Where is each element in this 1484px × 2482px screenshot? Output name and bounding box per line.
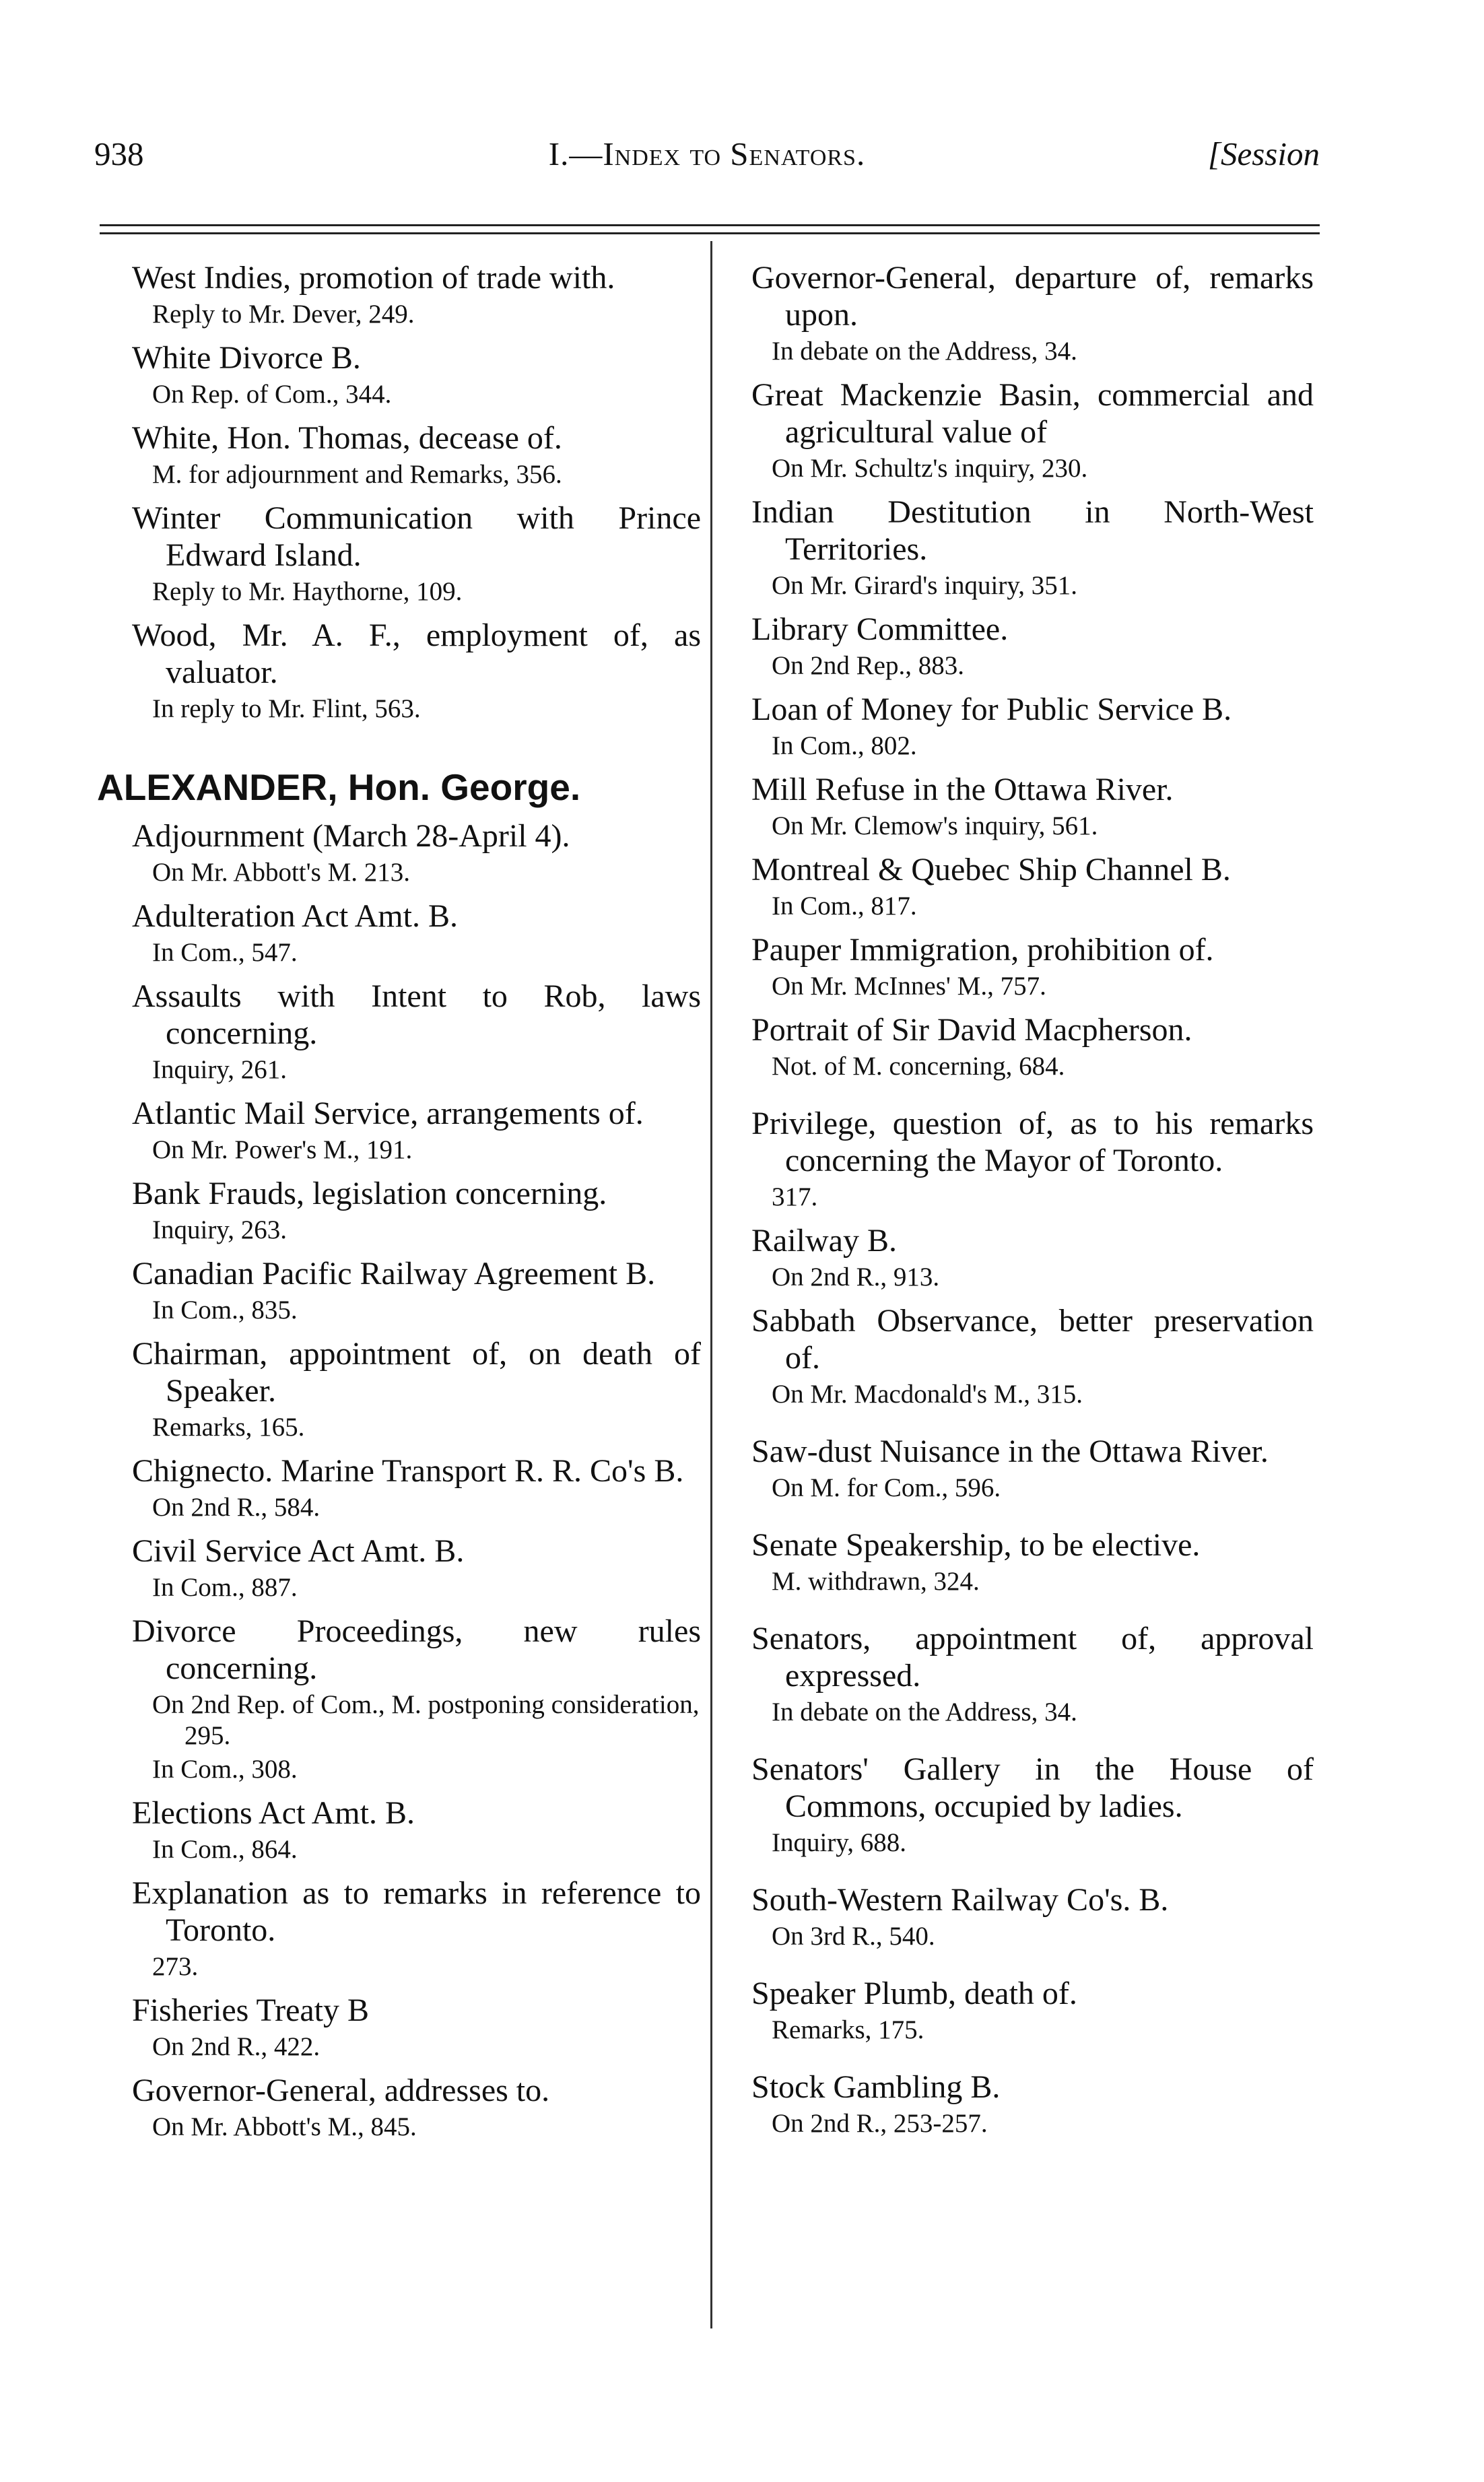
session-label: [Session [1207,135,1320,172]
entry-reference: In Com., 308. [152,1755,298,1784]
entry-title: Portrait of Sir David Macpherson. [751,1012,1192,1048]
index-entry [132,1175,701,1246]
entry-title: Wood, Mr. A. F., employment of, as valuator. [132,617,701,690]
entry-title: Pauper Immigration, prohibition of. [751,932,1214,968]
entry-title: Fisheries Treaty B [132,1992,370,2028]
entry-reference: In Com., 547. [152,938,298,967]
index-entry [132,500,701,607]
index-entry [132,617,701,725]
entry-title: Chairman, appointment of, on death of Speaker. [132,1336,701,1409]
entry-reference: In Com., 802. [772,731,917,760]
right-column [751,259,1314,2149]
entry-title: Atlantic Mail Service, arrangements of. [132,1096,644,1131]
entry-reference: On M. for Com., 596. [772,1473,1001,1502]
entry-reference: In Com., 887. [152,1573,298,1602]
entry-title: Adulteration Act Amt. B. [132,898,458,934]
entry-reference: Remarks, 165. [152,1413,305,1442]
entry-title: Great Mackenzie Basin, commercial and agricultural value of [751,377,1314,450]
entries-top-list [132,259,701,725]
index-entry [751,1527,1314,1597]
entry-reference: On Mr. Clemow's inquiry, 561. [772,811,1098,840]
entry-reference: On 2nd R., 584. [152,1493,321,1522]
senator-heading: ALEXANDER, Hon. George. [97,766,581,808]
header-rule-bottom [100,232,1320,234]
entry-reference: On Mr. Schultz's inquiry, 230. [772,454,1088,483]
index-entry [132,420,701,490]
entry-reference: On Mr. Abbott's M. 213. [152,858,410,887]
running-head [94,135,1320,189]
entry-title: Civil Service Act Amt. B. [132,1533,465,1569]
entry-reference: On 2nd R., 422. [152,2032,321,2061]
entry-title: Bank Frauds, legislation concerning. [132,1176,607,1211]
index-entry [132,1255,701,1326]
entry-reference: On Mr. Power's M., 191. [152,1135,413,1164]
entry-title: Governor-General, addresses to. [132,2073,550,2108]
index-entry [132,2072,701,2143]
index-entry [132,1095,701,1166]
index-entry [132,1992,701,2062]
index-entry [132,339,701,410]
index-entry [132,1452,701,1523]
index-entry [751,1751,1314,1858]
entry-reference: On Mr. McInnes' M., 757. [772,972,1046,1001]
senator-entries-list [132,817,701,2143]
index-entry [751,1011,1314,1082]
entry-title: Divorce Proceedings, new rules concerning. [132,1613,701,1686]
entry-reference: On 2nd R., 253-257. [772,2109,988,2138]
entry-title: White, Hon. Thomas, decease of. [132,420,562,456]
index-entry [132,817,701,888]
entry-reference: Not. of M. concerning, 684. [772,1052,1065,1081]
entry-reference: On 2nd Rep., 883. [772,651,964,680]
entry-reference: On 3rd R., 540. [772,1922,935,1951]
entry-title: Loan of Money for Public Service B. [751,692,1232,727]
entry-reference: Remarks, 175. [772,2015,924,2044]
entry-title: Explanation as to remarks in reference to Toronto. [132,1875,701,1948]
entry-title: Railway B. [751,1223,897,1259]
entry-title: Sabbath Observance, better preservation of. [751,1303,1314,1376]
index-entry [132,978,701,1085]
entry-reference: In Com., 817. [772,892,917,920]
index-entry [751,1105,1314,1213]
entry-reference: M. for adjournment and Remarks, 356. [152,460,562,489]
entry-title: Elections Act Amt. B. [132,1795,415,1831]
page-number: 938 [94,135,144,172]
entry-reference: Reply to Mr. Dever, 249. [152,300,415,329]
index-entry [132,1533,701,1603]
index-entry [751,1975,1314,2046]
index-entry [132,1795,701,1865]
index-entry [132,1335,701,1443]
entry-title: Privilege, question of, as to his remarks concerning the Mayor of Toronto. [751,1106,1314,1178]
entry-reference: In reply to Mr. Flint, 563. [152,694,421,723]
index-entry [751,851,1314,922]
entry-title: Senators, appointment of, approval expressed. [751,1621,1314,1693]
entry-title: Winter Communication with Prince Edward Island. [132,500,701,573]
column-divider [710,241,712,2328]
index-entry [132,898,701,968]
index-entry [751,494,1314,601]
entry-reference: 273. [152,1952,199,1981]
index-entry [751,691,1314,762]
entry-reference: In debate on the Address, 34. [772,1698,1077,1726]
right-entries-list [751,259,1314,2139]
index-entry [751,1620,1314,1728]
index-entry [751,376,1314,484]
entry-reference: Inquiry, 688. [772,1828,907,1857]
entry-reference: On 2nd R., 913. [772,1263,940,1292]
index-entry [751,1302,1314,1410]
entry-reference: Inquiry, 261. [152,1055,288,1084]
index-entry [751,1433,1314,1504]
entry-title: Speaker Plumb, death of. [751,1976,1077,2011]
entry-title: West Indies, promotion of trade with. [132,260,615,296]
entry-reference: In Com., 864. [152,1835,298,1864]
entry-title: Adjournment (March 28-April 4). [132,818,570,854]
index-entry [751,771,1314,842]
entry-reference: On Mr. Girard's inquiry, 351. [772,571,1078,600]
entry-title: Governor-General, departure of, remarks upon. [751,260,1314,333]
index-entry [751,1881,1314,1952]
index-entry [751,931,1314,1002]
index-entry [751,259,1314,367]
index-entry [132,259,701,330]
entry-title: Saw-dust Nuisance in the Ottawa River. [751,1434,1269,1469]
entry-title: Montreal & Quebec Ship Channel B. [751,852,1231,887]
index-entry [751,611,1314,681]
entry-title: Canadian Pacific Railway Agreement B. [132,1256,656,1292]
entry-title: Stock Gambling B. [751,2069,1001,2105]
entry-reference: M. withdrawn, 324. [772,1567,980,1596]
entry-title: Library Committee. [751,611,1009,647]
entry-title: South-Western Railway Co's. B. [751,1882,1169,1918]
entry-reference: On Rep. of Com., 344. [152,380,392,409]
entry-title: Indian Destitution in North-West Territories. [751,494,1314,567]
index-entry [751,1222,1314,1293]
entry-reference: In debate on the Address, 34. [772,337,1077,366]
entry-reference: On 2nd Rep. of Com., M. postponing consideration, 295. [152,1690,700,1750]
entry-title: Chignecto. Marine Transport R. R. Co's B. [132,1453,684,1489]
entry-title: Mill Refuse in the Ottawa River. [751,772,1174,807]
entry-reference: On Mr. Macdonald's M., 315. [772,1380,1083,1409]
header-rule-top [100,224,1320,226]
entry-reference: On Mr. Abbott's M., 845. [152,2112,417,2141]
entry-title: White Divorce B. [132,340,361,376]
page-title: I.—Index to Senators. [548,135,866,172]
entry-title: Senators' Gallery in the House of Commons, occupied by ladies. [751,1751,1314,1824]
entry-reference: Reply to Mr. Haythorne, 109. [152,577,463,606]
entry-reference: In Com., 835. [152,1296,298,1324]
entry-title: Assaults with Intent to Rob, laws concerning. [132,978,701,1051]
entry-reference: Inquiry, 263. [152,1215,288,1244]
left-column [97,259,701,2152]
index-entry [132,1875,701,1982]
index-entry [132,1613,701,1785]
index-entry [751,2069,1314,2139]
entry-title: Senate Speakership, to be elective. [751,1527,1201,1563]
entry-reference: 317. [772,1182,818,1211]
